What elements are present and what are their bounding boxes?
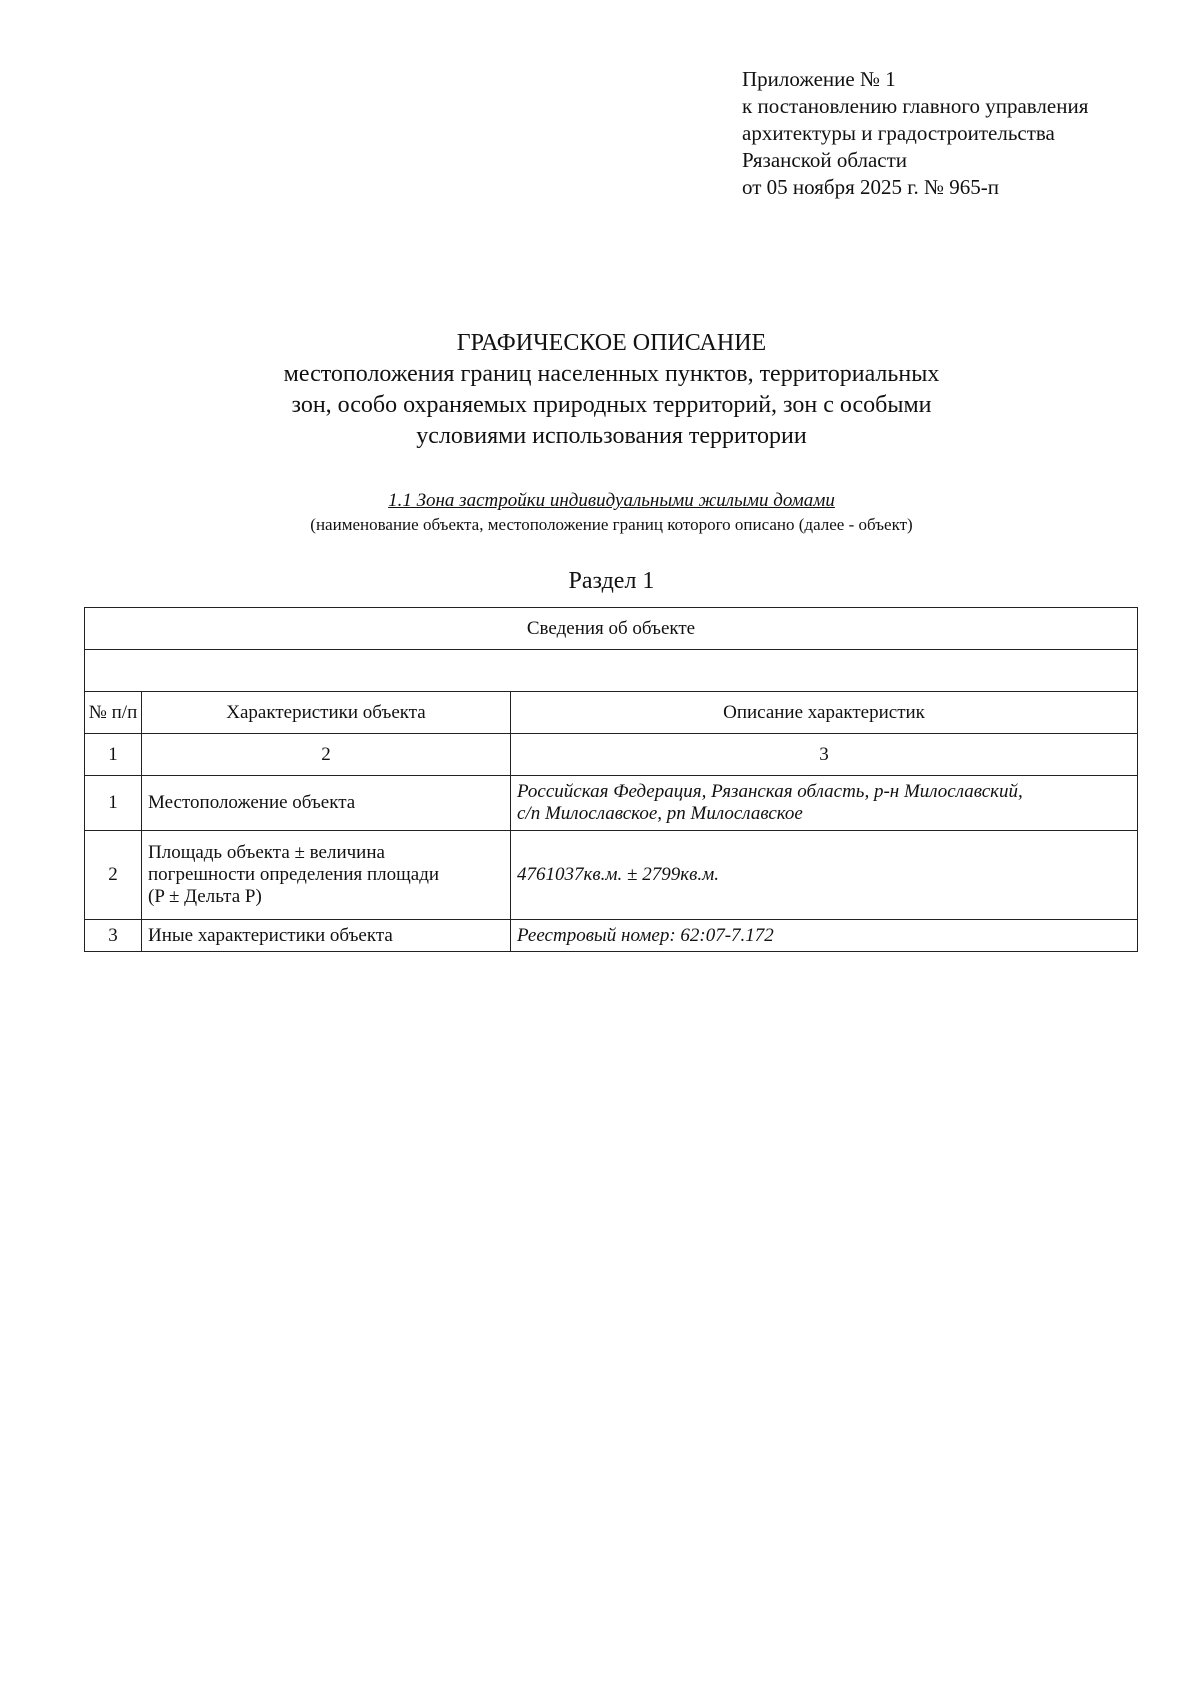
title-line: зон, особо охраняемых природных территорий, зон с особыми xyxy=(291,392,932,418)
table-row xyxy=(85,776,1138,831)
header-characteristic: Характеристики объекта xyxy=(142,692,511,734)
colnum-3: 3 xyxy=(511,734,1138,776)
appendix-line: Приложение № 1 xyxy=(742,67,896,91)
colnum-1: 1 xyxy=(85,734,142,776)
description-line: 4761037кв.м. ± 2799кв.м. xyxy=(517,864,719,885)
table-caption: Сведения об объекте xyxy=(85,608,1138,650)
row-num: 2 xyxy=(85,831,142,920)
row-description xyxy=(511,831,1138,920)
row-description xyxy=(511,776,1138,831)
appendix-line: архитектуры и градостроительства xyxy=(742,121,1055,145)
title-line: условиями использования территории xyxy=(416,423,807,449)
row-description xyxy=(511,920,1138,952)
description-line: Реестровый номер: 62:07-7.172 xyxy=(517,924,774,946)
row-num: 3 xyxy=(85,920,142,952)
header-num: № п/п xyxy=(85,692,142,734)
table-caption-row xyxy=(85,608,1138,650)
description-line: с/п Милославское, рп Милославское xyxy=(517,803,803,824)
object-info-table xyxy=(84,607,1138,952)
characteristic-line: погрешности определения площади xyxy=(148,864,440,885)
appendix-line: к постановлению главного управления xyxy=(742,94,1089,118)
table-header-row xyxy=(85,692,1138,734)
table-row xyxy=(85,920,1138,952)
appendix-header xyxy=(742,66,1088,201)
characteristic-line: Иные характеристики объекта xyxy=(148,924,393,946)
description-line: Российская Федерация, Рязанская область, р-н Милославский, xyxy=(517,781,1023,802)
table-row xyxy=(85,831,1138,920)
title-line: местоположения границ населенных пунктов, территориальных xyxy=(283,361,940,387)
row-num: 1 xyxy=(85,776,142,831)
characteristic-line: Площадь объекта ± величина xyxy=(148,842,385,863)
title-main: ГРАФИЧЕСКОЕ ОПИСАНИЕ xyxy=(456,330,767,356)
appendix-line: Рязанской области xyxy=(742,148,908,172)
appendix-line: от 05 ноября 2025 г. № 965-п xyxy=(742,175,1000,199)
header-description: Описание характеристик xyxy=(511,692,1138,734)
characteristic-line: Местоположение объекта xyxy=(148,792,356,813)
object-name: 1.1 Зона застройки индивидуальными жилыми домами xyxy=(388,490,835,511)
colnum-2: 2 xyxy=(142,734,511,776)
characteristic-line: (P ± Дельта P) xyxy=(148,886,262,907)
object-caption: (наименование объекта, местоположение границ которого описано (далее - объект) xyxy=(310,515,913,534)
table-empty-cell xyxy=(85,650,1138,692)
row-characteristic xyxy=(142,776,511,831)
section-title: Раздел 1 xyxy=(568,568,655,594)
document-title xyxy=(0,328,1200,452)
table-empty-row xyxy=(85,650,1138,692)
row-characteristic xyxy=(142,831,511,920)
row-characteristic xyxy=(142,920,511,952)
table-colnum-row xyxy=(85,734,1138,776)
